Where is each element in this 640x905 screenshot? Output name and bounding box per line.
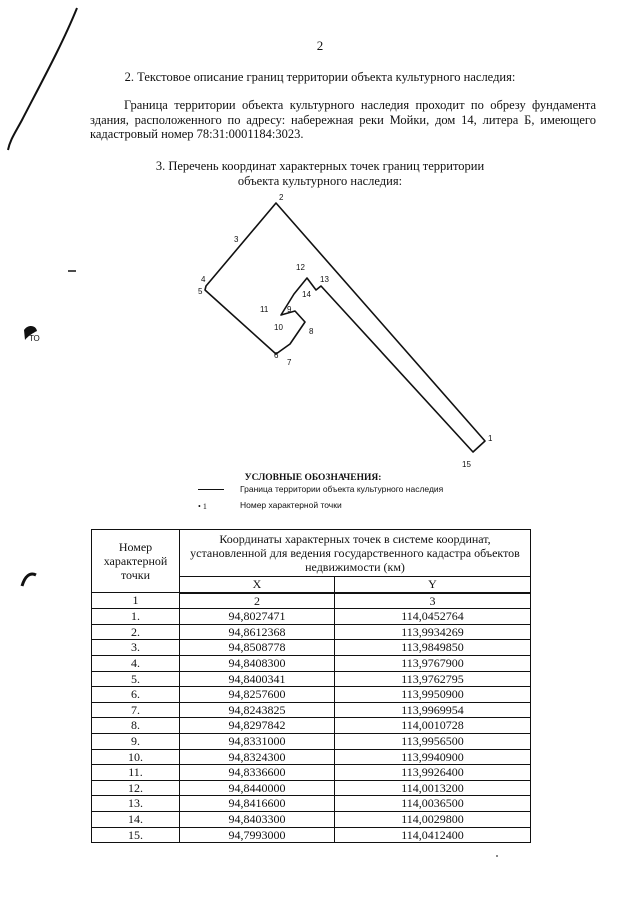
point-label-12: 12: [296, 263, 305, 272]
y-coordinate-cell: 113,9926400: [335, 765, 531, 781]
table-row: [92, 749, 531, 765]
legend-point-text: Номер характерной точки: [240, 500, 342, 510]
point-label-10: 10: [274, 323, 283, 332]
point-number-cell: 13.: [92, 796, 180, 812]
legend-boundary-row: [196, 483, 526, 499]
x-coordinate-cell: 94,8508778: [180, 640, 335, 656]
x-coordinate-cell: 94,8416600: [180, 796, 335, 812]
y-coordinate-cell: 114,0013200: [335, 780, 531, 796]
table-row: [92, 780, 531, 796]
point-number-cell: 15.: [92, 827, 180, 843]
point-number-cell: 9.: [92, 733, 180, 749]
y-coordinate-cell: 113,9849850: [335, 640, 531, 656]
col-y-header: Y: [335, 577, 531, 593]
point-label-4: 4: [201, 275, 206, 284]
point-number-cell: 4.: [92, 655, 180, 671]
point-label-13: 13: [320, 275, 329, 284]
coordinates-table: [91, 529, 531, 843]
point-number-cell: 1.: [92, 609, 180, 625]
y-coordinate-cell: 113,9956500: [335, 733, 531, 749]
table-row: [92, 796, 531, 812]
column-index-1: 1: [92, 593, 180, 609]
boundary-outline: [205, 203, 485, 452]
x-coordinate-cell: 94,8336600: [180, 765, 335, 781]
point-label-14: 14: [302, 290, 311, 299]
point-symbol: • 1: [198, 502, 207, 511]
point-number-cell: 6.: [92, 687, 180, 703]
y-coordinate-cell: 114,0029800: [335, 811, 531, 827]
table-row: [92, 811, 531, 827]
y-coordinate-cell: 114,0010728: [335, 718, 531, 734]
x-coordinate-cell: 94,8612368: [180, 624, 335, 640]
point-sample-number: 1: [202, 502, 207, 511]
point-label-6: 6: [274, 351, 279, 360]
y-coordinate-cell: 113,9934269: [335, 624, 531, 640]
table-row: [92, 702, 531, 718]
point-label-1: 1: [488, 434, 493, 443]
coords-header: Координаты характерных точек в системе координат, установленной для ведения государственного кадастра объектов недвижимости (км): [180, 530, 531, 577]
x-coordinate-cell: 94,8440000: [180, 780, 335, 796]
x-coordinate-cell: 94,8403300: [180, 811, 335, 827]
table-row: [92, 733, 531, 749]
legend-boundary-text: Граница территории объекта культурного наследия: [240, 484, 444, 494]
column-index-row: [92, 593, 531, 609]
boundary-description: Граница территории объекта культурного наследия проходит по обрезу фундамента здания, расположенного по адресу: набережная реки Мойки, дом 14, литера Б, имеющего кадастровый номер 78:31:0001184:3023.: [90, 98, 596, 141]
point-label-9: 9: [287, 305, 292, 314]
legend-point-row: [196, 499, 526, 515]
x-coordinate-cell: 94,8243825: [180, 702, 335, 718]
stamp-fragment-text: ТО: [29, 334, 40, 343]
x-coordinate-cell: 94,8257600: [180, 687, 335, 703]
legend-title: УСЛОВНЫЕ ОБОЗНАЧЕНИЯ:: [244, 473, 382, 483]
point-number-cell: 14.: [92, 811, 180, 827]
y-coordinate-cell: 113,9940900: [335, 749, 531, 765]
col-number-header: Номер характерной точки: [92, 530, 180, 593]
x-coordinate-cell: 94,7993000: [180, 827, 335, 843]
point-number-cell: 11.: [92, 765, 180, 781]
x-coordinate-cell: 94,8400341: [180, 671, 335, 687]
section-3-heading-line2: объекта культурного наследия:: [237, 174, 403, 188]
table-row: [92, 655, 531, 671]
section-3-heading-line1: 3. Перечень координат характерных точек границ территории: [155, 159, 485, 173]
table-row: [92, 718, 531, 734]
y-coordinate-cell: 114,0412400: [335, 827, 531, 843]
legend: [196, 473, 526, 515]
y-coordinate-cell: 113,9762795: [335, 671, 531, 687]
boundary-line-symbol: [198, 489, 224, 490]
point-label-7: 7: [287, 358, 292, 367]
point-number-cell: 8.: [92, 718, 180, 734]
point-number-cell: 12.: [92, 780, 180, 796]
point-number-cell: 2.: [92, 624, 180, 640]
column-index-2: 2: [180, 593, 335, 609]
table-row: [92, 609, 531, 625]
point-number-cell: 7.: [92, 702, 180, 718]
x-coordinate-cell: 94,8027471: [180, 609, 335, 625]
point-label-11: 11: [260, 305, 269, 314]
y-coordinate-cell: 114,0452764: [335, 609, 531, 625]
point-label-15: 15: [462, 460, 471, 469]
section-2-heading: 2. Текстовое описание границ территории объекта культурного наследия:: [124, 70, 516, 84]
y-coordinate-cell: 113,9767900: [335, 655, 531, 671]
point-label-5: 5: [198, 287, 203, 296]
table-row: [92, 640, 531, 656]
table-row: [92, 624, 531, 640]
x-coordinate-cell: 94,8408300: [180, 655, 335, 671]
table-row: [92, 687, 531, 703]
table-row: [92, 671, 531, 687]
col-x-header: X: [180, 577, 335, 593]
point-label-3: 3: [234, 235, 239, 244]
point-number-cell: 3.: [92, 640, 180, 656]
point-number-cell: 5.: [92, 671, 180, 687]
point-number-cell: 10.: [92, 749, 180, 765]
y-coordinate-cell: 114,0036500: [335, 796, 531, 812]
column-index-3: 3: [335, 593, 531, 609]
y-coordinate-cell: 113,9950900: [335, 687, 531, 703]
x-coordinate-cell: 94,8324300: [180, 749, 335, 765]
point-label-2: 2: [279, 193, 284, 202]
table-row: [92, 765, 531, 781]
x-coordinate-cell: 94,8297842: [180, 718, 335, 734]
x-coordinate-cell: 94,8331000: [180, 733, 335, 749]
page-number: 2: [316, 38, 324, 53]
y-coordinate-cell: 113,9969954: [335, 702, 531, 718]
table-row: [92, 827, 531, 843]
point-label-8: 8: [309, 327, 314, 336]
